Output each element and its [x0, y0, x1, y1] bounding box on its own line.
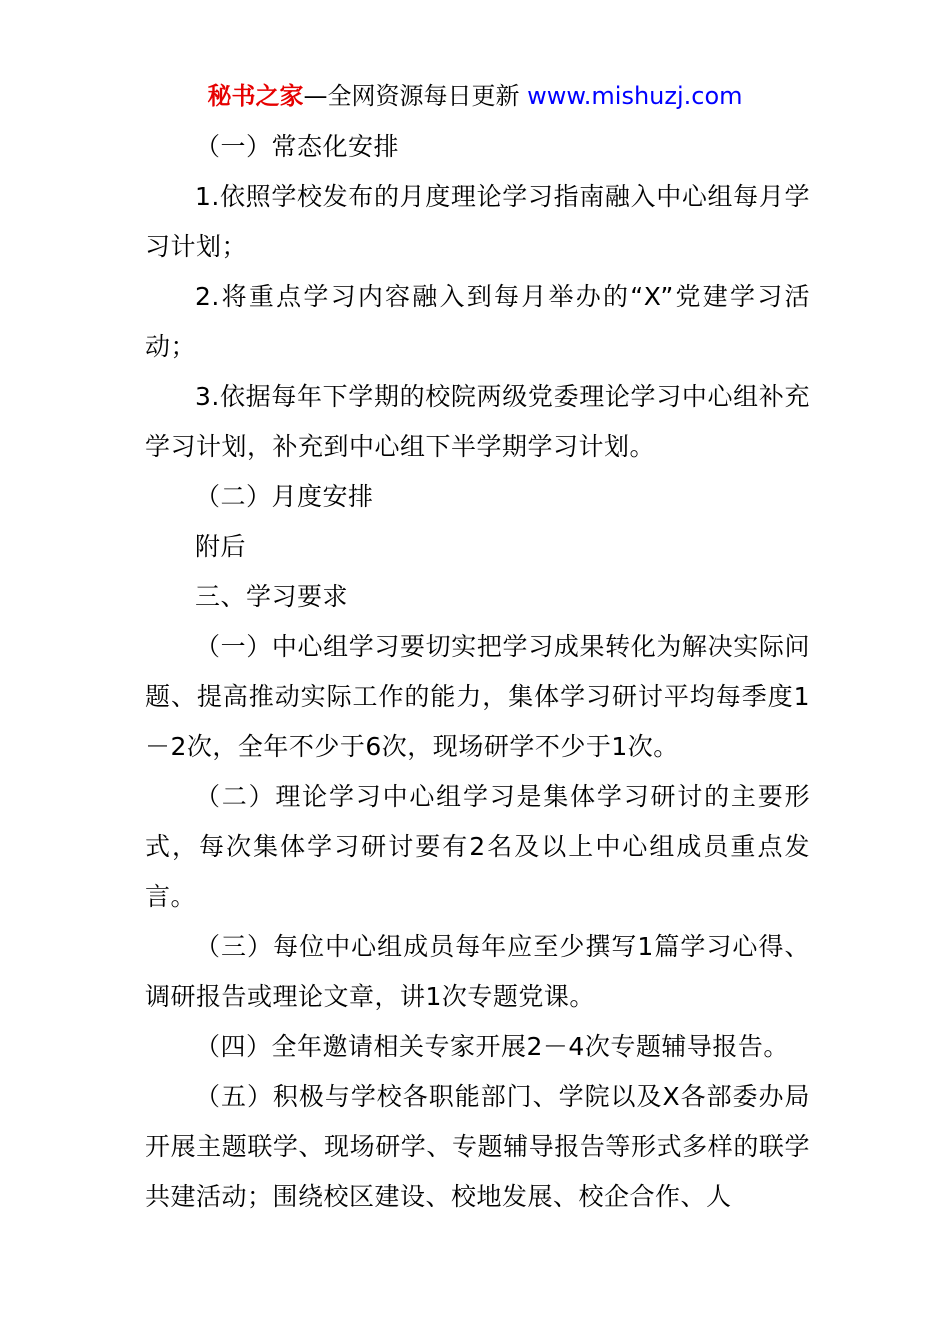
header-tagline: —全网资源每日更新	[303, 82, 528, 110]
paragraph: （一）中心组学习要切实把学习成果转化为解决实际问题、提高推动实际工作的能力，集体学习研讨平均每季度1－2次，全年不少于6次，现场研学不少于1次。	[145, 632, 810, 761]
paragraph: （五）积极与学校各职能部门、学院以及X各部委办局开展主题联学、现场研学、专题辅导报告等形式多样的联学共建活动；围绕校区建设、校地发展、校企合作、人	[145, 1082, 810, 1211]
paragraph: 附后	[195, 532, 247, 561]
paragraph: 2.将重点学习内容融入到每月举办的“X”党建学习活动；	[145, 282, 810, 361]
site-header	[0, 80, 950, 112]
site-url-link[interactable]: www.mishuzj.com	[527, 82, 743, 110]
paragraph: 1.依照学校发布的月度理论学习指南融入中心组每月学习计划；	[145, 182, 810, 261]
section-heading: （一）常态化安排	[195, 132, 400, 161]
paragraph: （四）全年邀请相关专家开展2－4次专题辅导报告。	[195, 1032, 789, 1061]
paragraph: （三）每位中心组成员每年应至少撰写1篇学习心得、调研报告或理论文章，讲1次专题党课。	[145, 932, 810, 1011]
section-heading: （二）月度安排	[195, 482, 374, 511]
paragraph: （二）理论学习中心组学习是集体学习研讨的主要形式，每次集体学习研讨要有2名及以上中心组成员重点发言。	[145, 782, 810, 911]
brand-name: 秘书之家	[207, 82, 304, 110]
paragraph: 3.依据每年下学期的校院两级党委理论学习中心组补充学习计划，补充到中心组下半学期学习计划。	[145, 382, 810, 461]
section-heading: 三、学习要求	[195, 582, 349, 611]
document-body	[145, 122, 810, 1222]
